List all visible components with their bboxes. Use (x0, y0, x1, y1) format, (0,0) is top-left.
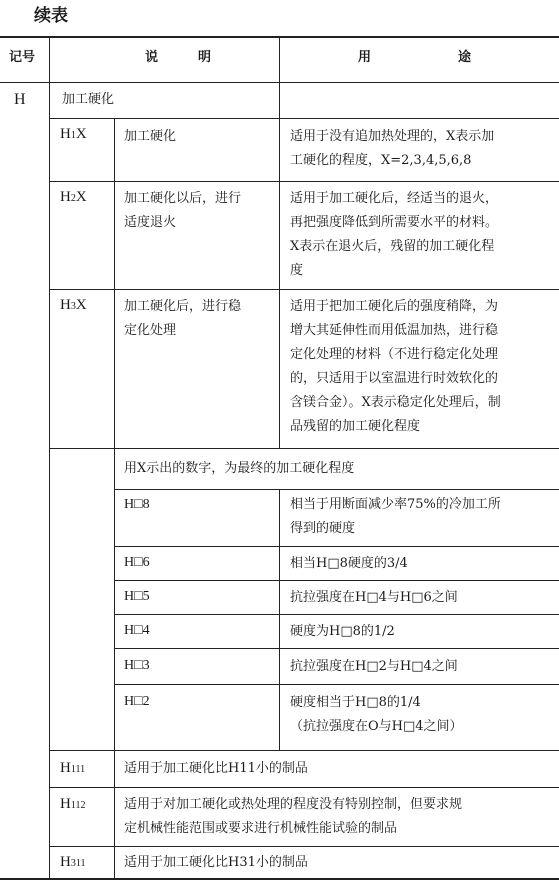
level-h6-desc: 相当H□8硬度的3/4 (290, 556, 408, 571)
h112-use-line-1: 适用于对加工硬化或热处理的程度没有特别控制，但要求规 (124, 797, 463, 812)
rule-after-h111 (49, 787, 559, 788)
rule-after-h2x (49, 289, 559, 290)
rule-after-h8 (114, 546, 559, 547)
h2x-use-line-2: 再把强度降低到所需要水平的材料。 (290, 215, 499, 230)
h3x-use-line-3: 定化处理的材料（不进行稳定化处理 (290, 347, 499, 362)
header-desc-2: 明 (198, 50, 212, 65)
h1x-code: H1X (60, 126, 87, 142)
h2x-use-line-1: 适用于加工硬化后，经适当的退火， (290, 191, 499, 206)
h3x-desc-line-1: 加工硬化后，进行稳 (124, 299, 242, 314)
h311-code: H311 (60, 854, 86, 870)
rule-after-h1x (49, 181, 559, 182)
h1x-use-line-1: 适用于没有追加热处理的，X表示加 (290, 129, 495, 144)
level-h4-code: H□4 (124, 623, 150, 638)
h2x-desc-line-2: 适度退火 (124, 215, 177, 230)
rule-after-h4 (114, 648, 559, 649)
level-h4-desc: 硬度为H□8的1/2 (290, 624, 395, 639)
header-divider-1 (49, 36, 50, 82)
table-bottom-rule (0, 878, 559, 880)
level-h3-desc: 抗拉强度在H□2与H□4之间 (290, 659, 458, 674)
col-line-sub (114, 118, 115, 750)
h2x-use-line-3: X表示在退火后，残留的加工硬化程 (290, 239, 495, 254)
h2x-desc-line-1: 加工硬化以后，进行 (124, 191, 242, 206)
rule-after-h3 (114, 684, 559, 685)
h3x-use-line-1: 适用于把加工硬化后的强度稍降，为 (290, 299, 499, 314)
h2x-code: H2X (60, 189, 87, 205)
rule-after-xnote (114, 489, 559, 490)
header-use-1: 用 (358, 50, 372, 65)
page-title: 续表 (34, 6, 68, 26)
h112-use-line-2: 定机械性能范围或要求进行机械性能试验的制品 (124, 821, 398, 836)
level-h2-desc-line-2: （抗拉强度在O与H□4之间） (290, 719, 463, 734)
level-h5-desc: 抗拉强度在H□4与H□6之间 (290, 590, 458, 605)
header-use-2: 途 (458, 50, 472, 65)
header-desc-1: 说 (145, 50, 159, 65)
h3x-desc-line-2: 定化处理 (124, 323, 177, 338)
h3x-use-line-4: 的，只适用于以室温进行时效软化的 (290, 371, 499, 386)
level-h2-code: H□2 (124, 694, 150, 709)
level-h8-desc-line-2: 得到的硬度 (290, 521, 356, 536)
h111-code: H111 (60, 760, 86, 776)
rule-after-h3x (49, 448, 559, 449)
h112-code: H112 (60, 796, 86, 812)
header-divider-2 (279, 36, 280, 82)
h1x-use-line-2: 工硬化的程度，X=2,3,4,5,6,8 (290, 153, 472, 168)
h-desc: 加工硬化 (62, 92, 115, 107)
level-h2-desc-line-1: 硬度相当于H□8的1/4 (290, 695, 421, 710)
col-line-sub-desc (279, 118, 280, 448)
h3x-use-line-2: 增大其延伸性而用低温加热，进行稳 (290, 323, 499, 338)
h-code: H (14, 91, 26, 108)
rule-after-h5 (114, 614, 559, 615)
level-h3-code: H□3 (124, 658, 150, 673)
col-line-code (49, 82, 50, 878)
h3x-use-line-5: 含镁合金）。X表示稳定化处理后，制 (290, 395, 501, 410)
x-number-note: 用X示出的数字，为最终的加工硬化程度 (124, 461, 355, 476)
rule-after-h (49, 118, 559, 119)
h1x-desc: 加工硬化 (124, 129, 177, 144)
level-h8-desc-line-1: 相当于用断面减少率75%的冷加工所 (290, 497, 501, 512)
h3x-code: H3X (60, 297, 87, 313)
rule-after-h6 (114, 580, 559, 581)
rule-after-h2 (49, 750, 559, 751)
level-h5-code: H□5 (124, 589, 150, 604)
rule-after-h112 (49, 846, 559, 847)
header-code: 记号 (9, 50, 36, 65)
level-h6-code: H□6 (124, 555, 150, 570)
h3x-use-line-6: 品残留的加工硬化程度 (290, 419, 421, 434)
level-h8-code: H□8 (124, 497, 150, 512)
h111-use: 适用于加工硬化比H11小的制品 (124, 761, 308, 776)
col-line-h-desc (279, 82, 280, 118)
col-line-level (279, 489, 280, 750)
h2x-use-line-4: 度 (290, 263, 304, 278)
h311-use: 适用于加工硬化比H31小的制品 (124, 855, 308, 870)
col-line-bottom-rows (114, 750, 115, 878)
